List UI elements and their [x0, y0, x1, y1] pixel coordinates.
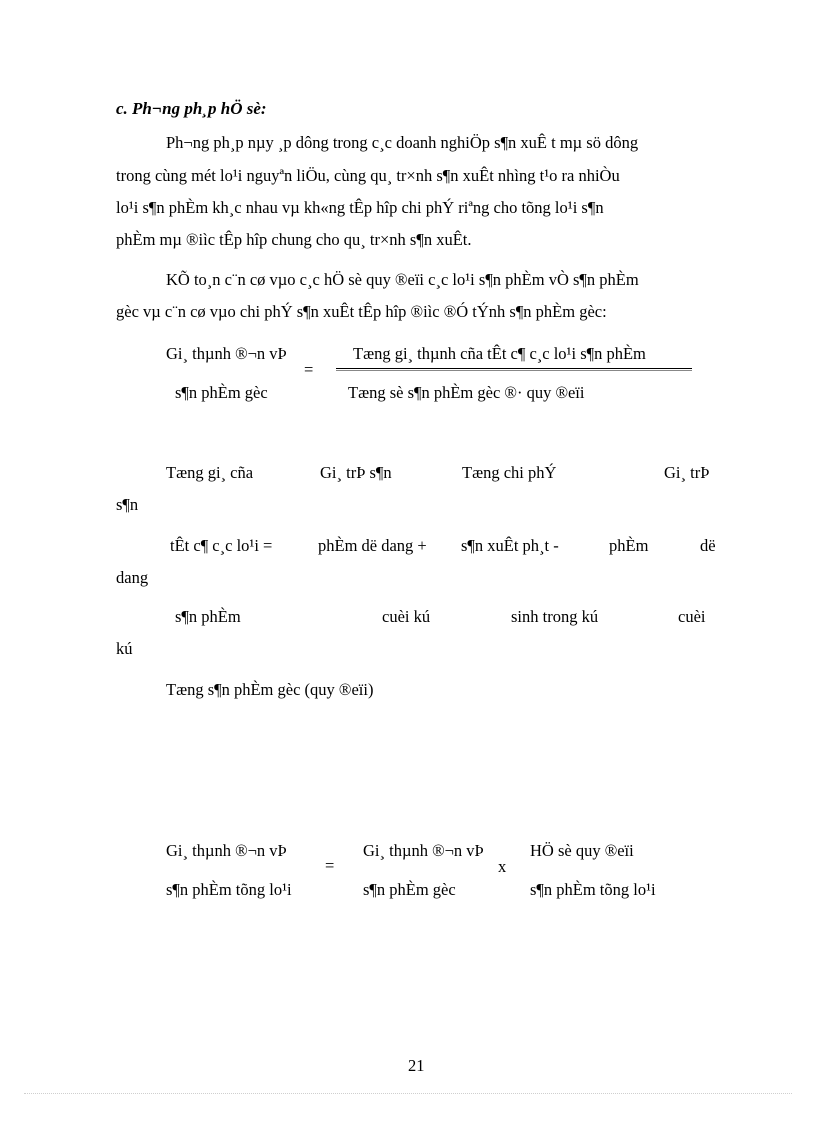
formula2-r1-c1: Tæng gi¸ cña — [166, 463, 254, 482]
formula3-mid-top: Gi¸ thµnh ®¬n vÞ — [363, 841, 484, 860]
paragraph-1-line-2: trong cùng mét lo¹i nguyªn liÖu, cùng qu¸ tr×nh s¶n xuÊt nhìng t¹o ra nhiÒu — [116, 166, 620, 185]
formula3-right-top: HÖ sè quy ®eïi — [530, 841, 634, 860]
formula3-right-bottom: s¶n phÈm tõng lo¹i — [530, 880, 656, 899]
page-number: 21 — [408, 1056, 425, 1075]
paragraph-1-line-1: Ph¬ng ph¸p nµy ¸p dông trong c¸c doanh nghiÖp s¶n xuÊ t mµ sö dông — [166, 133, 639, 152]
formula2-r1-wrap: s¶n — [116, 495, 139, 514]
formula3-mid-bottom: s¶n phÈm gèc — [363, 880, 456, 899]
formula1-numerator: Tæng gi¸ thµnh cña tÊt c¶ c¸c lo¹i s¶n phÈm — [353, 344, 646, 363]
formula2-r3-c2: cuèi kú — [382, 607, 431, 626]
formula3-equals: = — [325, 856, 335, 875]
formula3-times: x — [498, 857, 507, 876]
formula2-r2-c5: dë — [700, 536, 716, 555]
formula2-r2-c1: tÊt c¶ c¸c lo¹i = — [170, 536, 273, 555]
formula2-r2-c3: s¶n xuÊt ph¸t - — [461, 536, 559, 555]
paragraph-1-line-3: lo¹i s¶n phÈm kh¸c nhau vµ kh«ng tÊp hîp chi phÝ riªng cho tõng lo¹i s¶n — [116, 198, 604, 217]
formula1-left-top: Gi¸ thµnh ®¬n vÞ — [166, 344, 287, 363]
formula3-left-top: Gi¸ thµnh ®¬n vÞ — [166, 841, 287, 860]
formula2-r2-c2: phÈm dë dang + — [318, 536, 427, 555]
formula2-r3-c4: cuèi — [678, 607, 706, 626]
formula2-r3-wrap: kú — [116, 639, 133, 658]
paragraph-2-line-2: gèc vµ c¨n cø vµo chi phÝ s¶n xuÊt tÊp hîp ®iìc ®Ó tÝnh s¶n phÈm gèc: — [116, 302, 607, 321]
page-bottom-divider — [24, 1093, 792, 1094]
paragraph-1-line-4: phÈm mµ ®iìc tÊp hîp chung cho qu¸ tr×nh s¶n xuÊt. — [116, 230, 472, 249]
formula1-fraction-bar — [336, 368, 692, 369]
formula1-fraction-bar-shadow — [336, 370, 692, 371]
formula2-r2-c4: phÈm — [609, 536, 649, 555]
section-heading: c. Ph¬ng ph¸p hÖ sè: — [116, 99, 267, 118]
formula2-r3-c1: s¶n phÈm — [175, 607, 241, 626]
formula1-left-bottom: s¶n phÈm gèc — [175, 383, 268, 402]
formula2-r1-c3: Tæng chi phÝ — [462, 463, 557, 482]
formula2-r3-c3: sinh trong kú — [511, 607, 599, 626]
formula2-r1-c4: Gi¸ trÞ — [664, 463, 710, 482]
formula2-r1-c2: Gi¸ trÞ s¶n — [320, 463, 392, 482]
paragraph-2-line-1: KÕ to¸n c¨n cø vµo c¸c hÖ sè quy ®eïi c¸c lo¹i s¶n phÈm vÒ s¶n phÈm — [166, 270, 639, 289]
formula1-equals: = — [304, 360, 314, 379]
formula3-left-bottom: s¶n phÈm tõng lo¹i — [166, 880, 292, 899]
formula1-denominator: Tæng sè s¶n phÈm gèc ®· quy ®eïi — [348, 383, 585, 402]
formula2-r2-wrap: dang — [116, 568, 149, 587]
formula2-denominator: Tæng s¶n phÈm gèc (quy ®eïi) — [166, 680, 374, 699]
